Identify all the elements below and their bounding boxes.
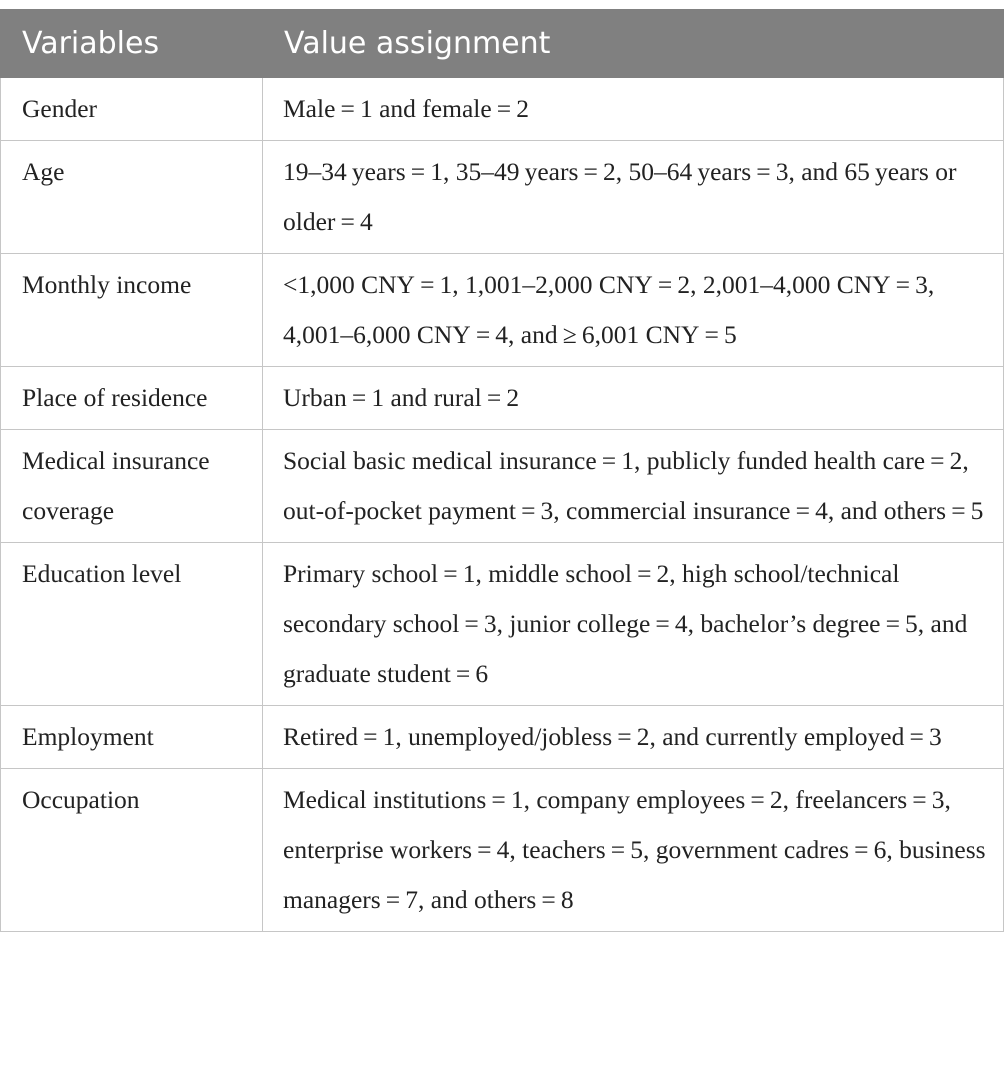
variable-cell: Employment [1,706,263,769]
table-row [1,254,1004,367]
variables-table [0,9,1004,932]
table-row [1,430,1004,543]
header-value-assignment: Value assignment [263,10,1004,78]
table-row [1,78,1004,141]
variable-cell: Gender [1,78,263,141]
variable-cell: Place of residence [1,367,263,430]
value-cell: Urban = 1 and rural = 2 [263,367,1004,430]
value-cell: <1,000 CNY = 1, 1,001–2,000 CNY = 2, 2,001–4,000 CNY = 3, 4,001–6,000 CNY = 4, and ≥ 6,001 CNY = 5 [263,254,1004,367]
table-body [1,78,1004,932]
value-cell: Medical institutions = 1, company employees = 2, freelancers = 3, enterprise workers = 4, teachers = 5, government cadres = 6, business managers = 7, and others = 8 [263,769,1004,932]
variable-cell: Medical insurance coverage [1,430,263,543]
table-row [1,141,1004,254]
table-row [1,769,1004,932]
variable-cell: Education level [1,543,263,706]
table-header [1,10,1004,78]
value-cell: Retired = 1, unemployed/jobless = 2, and currently employed = 3 [263,706,1004,769]
value-cell: 19–34 years = 1, 35–49 years = 2, 50–64 years = 3, and 65 years or older = 4 [263,141,1004,254]
table-row [1,367,1004,430]
value-cell: Social basic medical insurance = 1, publicly funded health care = 2, out-of-pocket payment = 3, commercial insurance = 4, and others = 5 [263,430,1004,543]
value-cell: Male = 1 and female = 2 [263,78,1004,141]
table-row [1,706,1004,769]
table-row [1,543,1004,706]
variable-cell: Monthly income [1,254,263,367]
value-cell: Primary school = 1, middle school = 2, high school/technical secondary school = 3, junior college = 4, bachelor’s degree = 5, and graduate student = 6 [263,543,1004,706]
variable-cell: Occupation [1,769,263,932]
header-row [1,10,1004,78]
header-variables: Variables [1,10,263,78]
variable-cell: Age [1,141,263,254]
